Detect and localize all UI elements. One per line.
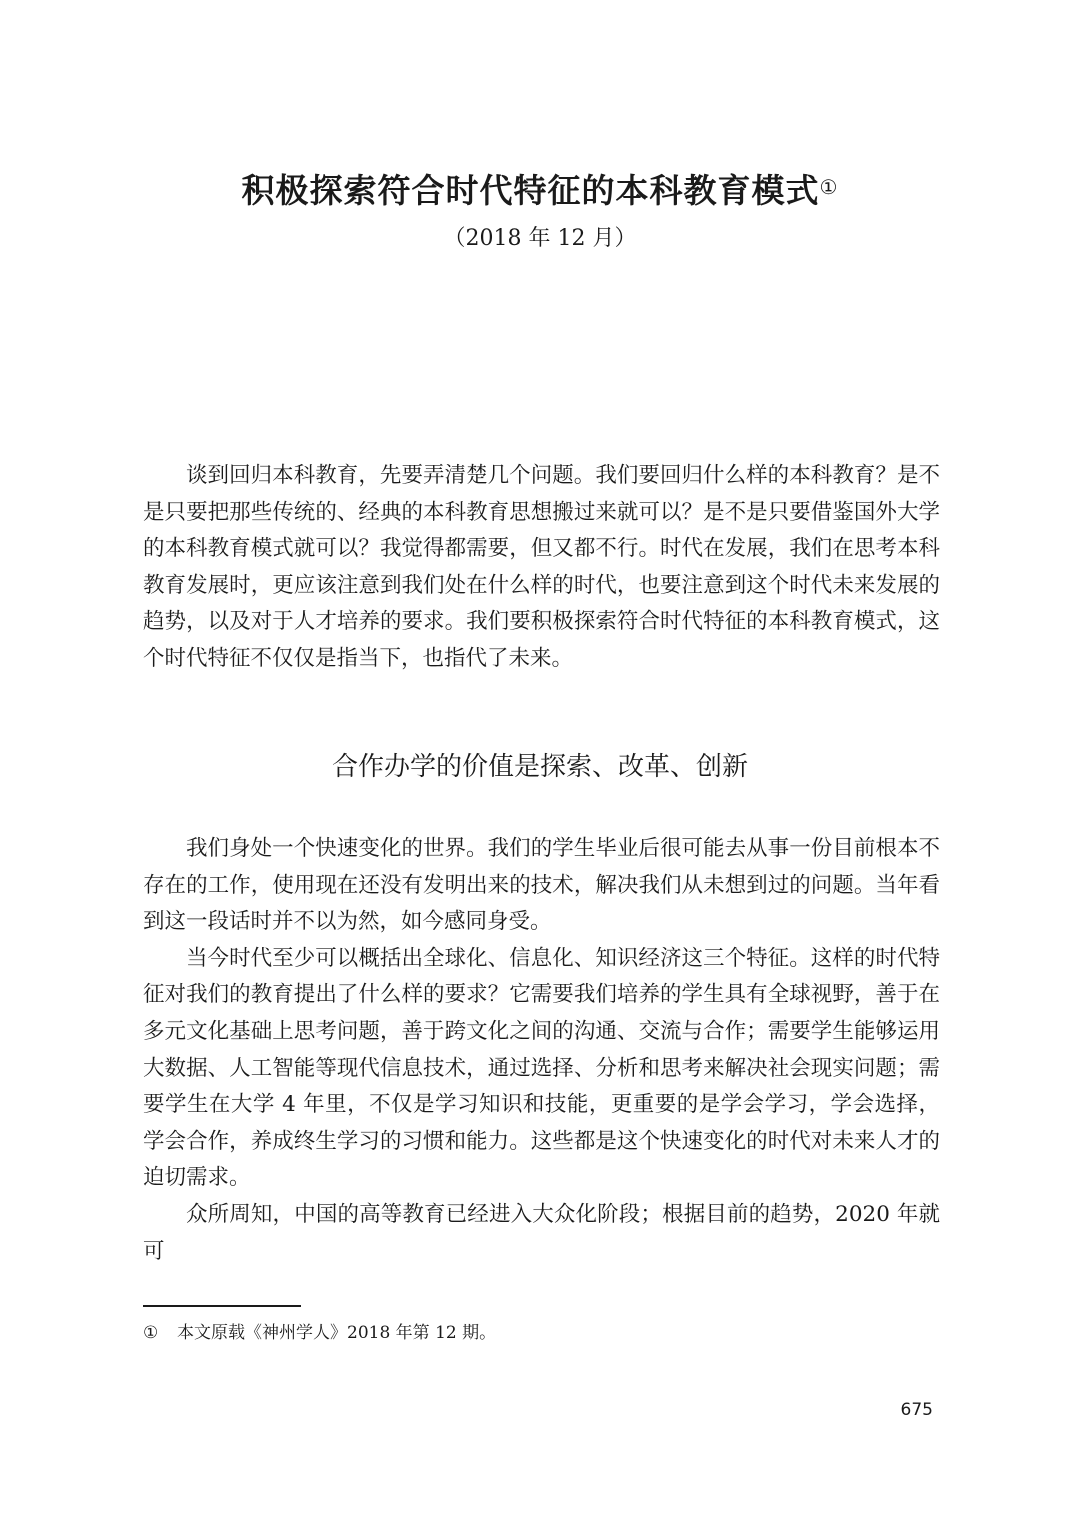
- article-title: [0, 166, 1080, 216]
- intro-paragraph: 谈到回归本科教育，先要弄清楚几个问题。我们要回归什么样的本科教育？是不是只要把那些传统的、经典的本科教育思想搬过来就可以？是不是只要借鉴国外大学的本科教育模式就可以？我觉得都需要，但又都不行。时代在发展，我们在思考本科教育发展时，更应该注意到我们处在什么样的时代，也要注意到这个时代未来发展的趋势，以及对于人才培养的要求。我们要积极探索符合时代特征的本科教育模式，这个时代特征不仅仅是指当下，也指代了未来。: [143, 463, 940, 671]
- article-title-text: 积极探索符合时代特征的本科教育模式: [241, 171, 820, 210]
- footnote-divider: [143, 1305, 301, 1307]
- body-paragraph-2: 当今时代至少可以概括出全球化、信息化、知识经济这三个特征。这样的时代特征对我们的教育提出了什么样的要求？它需要我们培养的学生具有全球视野，善于在多元文化基础上思考问题，善于跨文化之间的沟通、交流与合作；需要学生能够运用大数据、人工智能等现代信息技术，通过选择、分析和思考来解决社会现实问题；需要学生在大学 4 年里，不仅是学习知识和技能，更重要的是学会学习，学会选择，学会合作，养成终生学习的习惯和能力。这些都是这个快速变化的时代对未来人才的迫切需求。: [143, 945, 940, 1191]
- title-footnote-marker[interactable]: ①: [819, 175, 839, 199]
- section-heading: 合作办学的价值是探索、改革、创新: [331, 752, 748, 782]
- body-paragraph-3: 众所周知，中国的高等教育已经进入大众化阶段；根据目前的趋势，2020 年就可: [143, 1201, 940, 1264]
- footnote: [143, 1320, 496, 1346]
- intro-section: [143, 458, 940, 678]
- body-paragraph-1: 我们身处一个快速变化的世界。我们的学生毕业后很可能去从事一份目前根本不存在的工作，使用现在还没有发明出来的技术，解决我们从未想到过的问题。当年看到这一段话时并不以为然，如今感同身受。: [143, 836, 940, 935]
- footnote-marker: ①: [143, 1323, 159, 1343]
- footnote-text: 本文原载《神州学人》2018 年第 12 期。: [177, 1323, 497, 1343]
- section-body: [143, 831, 940, 1270]
- page-number: 675: [900, 1400, 933, 1420]
- article-date: （2018 年 12 月）: [443, 226, 637, 251]
